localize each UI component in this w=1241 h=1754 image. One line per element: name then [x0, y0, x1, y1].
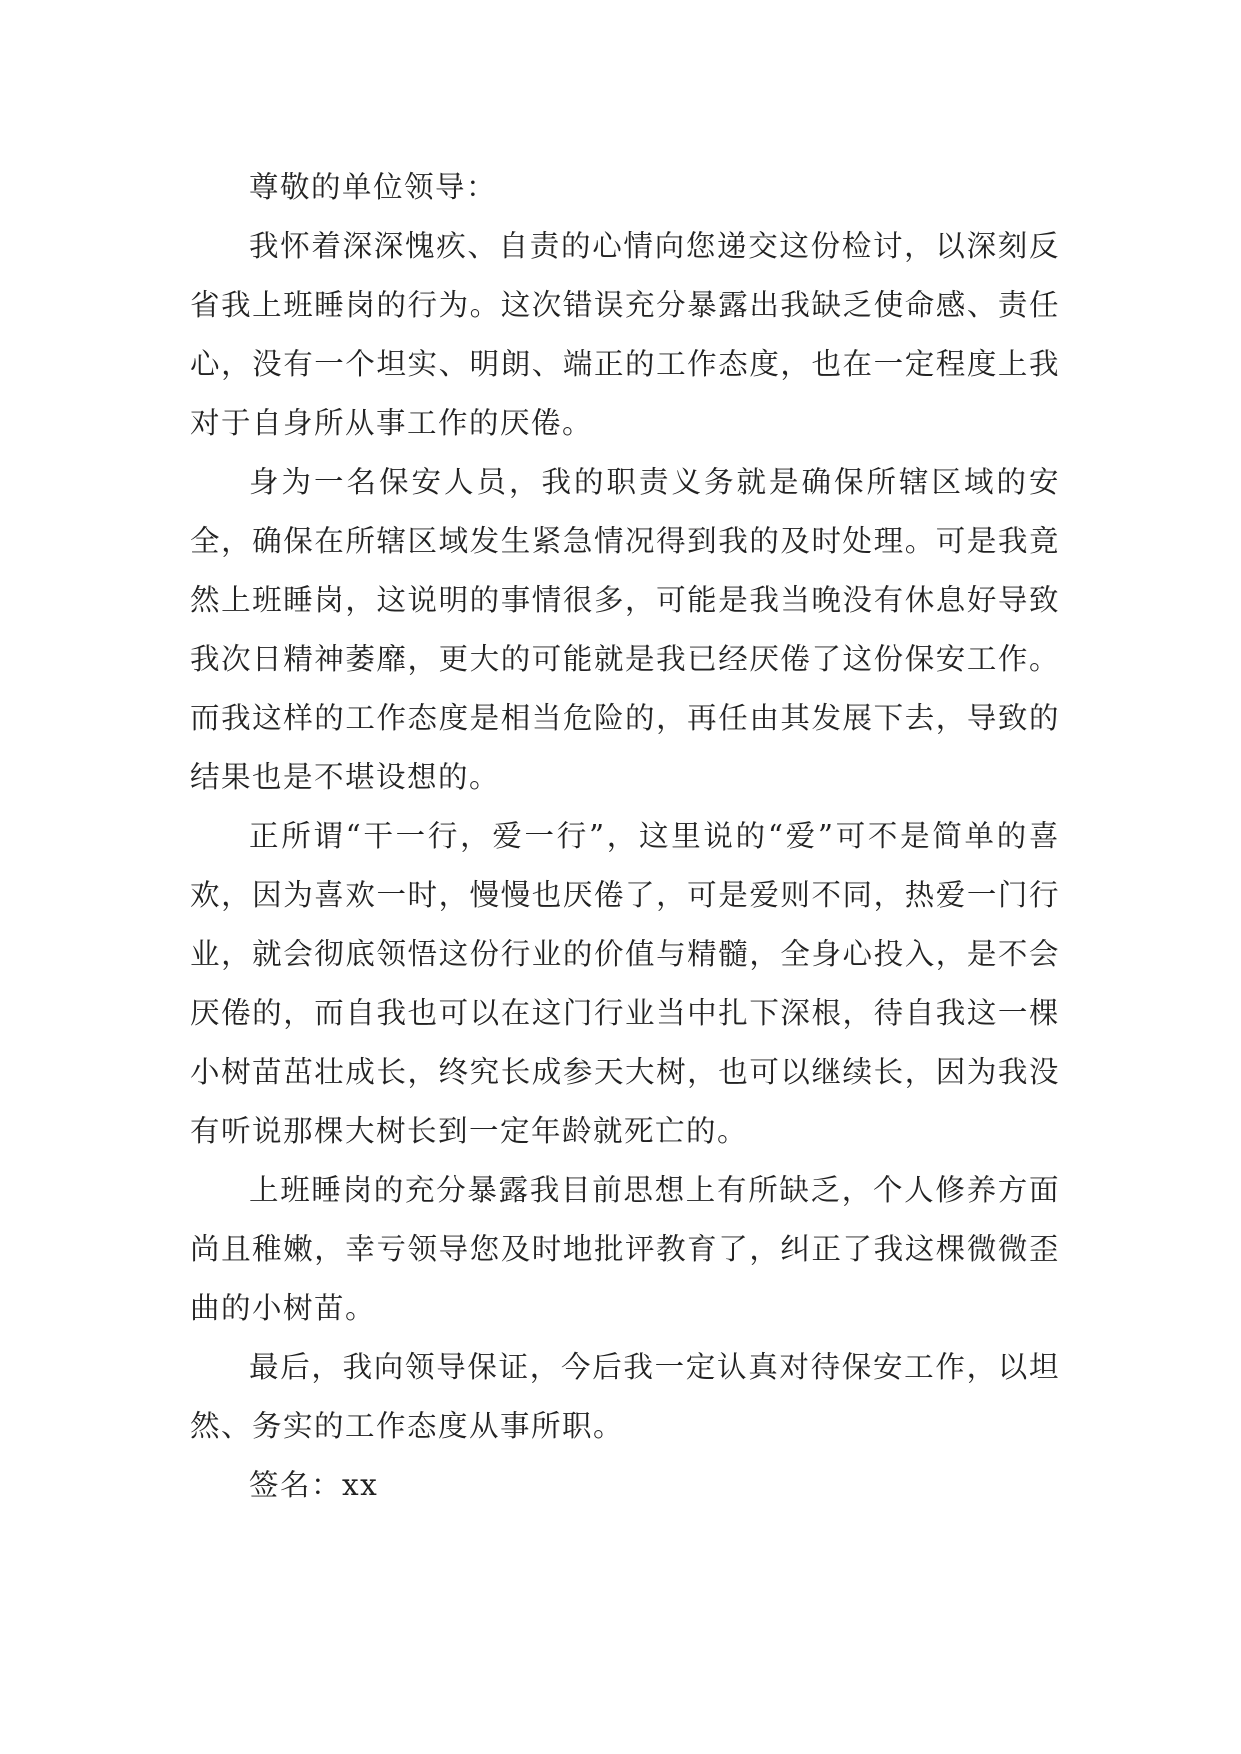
paragraph: 正所谓“干一行，爱一行”，这里说的“爱”可不是简单的喜欢，因为喜欢一时，慢慢也厌倦了，可是爱则不同，热爱一门行业，就会彻底领悟这份行业的价值与精髓，全身心投入，是不会厌倦的，而自我也可以在这门行业当中扎下深根，待自我这一棵小树苗茁壮成长，终究长成参天大树，也可以继续长，因为我没有听说那棵大树长到一定年龄就死亡的。	[190, 819, 1060, 1148]
signature: 签名：xx	[249, 1468, 379, 1502]
paragraph: 我怀着深深愧疚、自责的心情向您递交这份检讨，以深刻反省我上班睡岗的行为。这次错误充分暴露出我缺乏使命感、责任心，没有一个坦实、明朗、端正的工作态度，也在一定程度上我对于自身所从事工作的厌倦。	[190, 229, 1060, 440]
paragraph: 最后，我向领导保证，今后我一定认真对待保安工作，以坦然、务实的工作态度从事所职。	[190, 1350, 1060, 1443]
salutation: 尊敬的单位领导：	[249, 170, 498, 204]
paragraph: 身为一名保安人员，我的职责义务就是确保所辖区域的安全，确保在所辖区域发生紧急情况得到我的及时处理。可是我竟然上班睡岗，这说明的事情很多，可能是我当晚没有休息好导致我次日精神萎靡，更大的可能就是我已经厌倦了这份保安工作。而我这样的工作态度是相当危险的，再任由其发展下去，导致的结果也是不堪设想的。	[190, 465, 1060, 794]
letter-body	[190, 158, 1060, 1515]
paragraph: 上班睡岗的充分暴露我目前思想上有所缺乏，个人修养方面尚且稚嫩，幸亏领导您及时地批评教育了，纠正了我这棵微微歪曲的小树苗。	[190, 1173, 1060, 1325]
